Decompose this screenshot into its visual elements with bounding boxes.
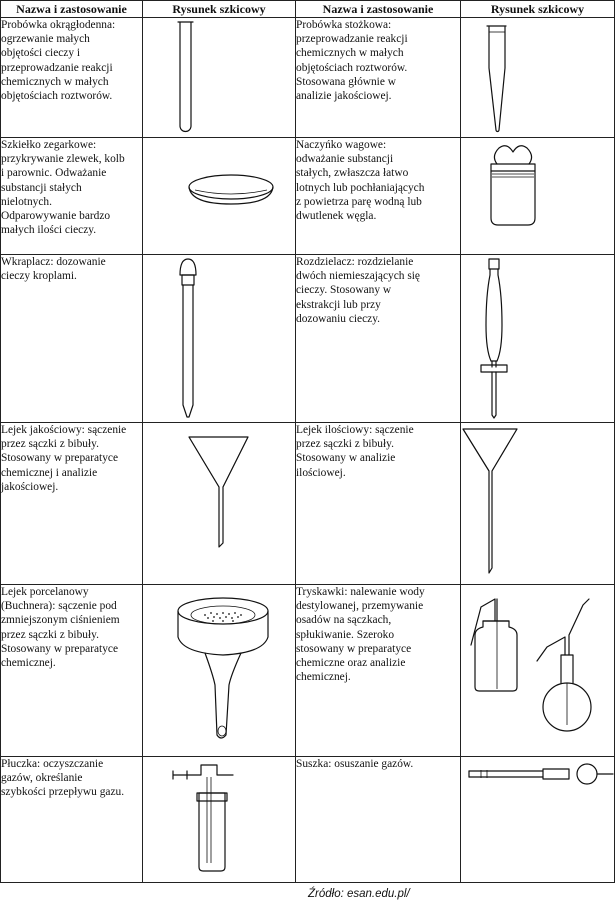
wash-bottles-drawing	[461, 585, 615, 757]
description-cell: Probówka okrągłodenna: ogrzewanie małych objętości cieczy i przeprowadzanie reakcji chemicznych w małych objętościach roztworów.	[1, 18, 143, 138]
description-cell: Lejek porcelanowy (Buchnera): sączenie pod zmniejszonym ciśnieniem przez sączki z bibuły. Stosowany w preparatyce chemicznej.	[1, 585, 143, 757]
table-row	[1, 585, 615, 757]
description-cell: Naczyńko wagowe: odważanie substancji stałych, zwłaszcza łatwo lotnych lub pochłaniających z powietrza parę wodną lub dwutlenek węgla.	[296, 138, 461, 255]
table-row	[1, 423, 615, 585]
gas-washing-bottle-drawing	[143, 757, 296, 883]
description-cell: Wkraplacz: dozowanie cieczy kroplami.	[1, 255, 143, 423]
header-sketch-right: Rysunek szkicowy	[461, 1, 615, 18]
table-row	[1, 757, 615, 883]
description-cell: Rozdzielacz: rozdzielanie dwóch niemieszających się cieczy. Stosowany w ekstrakcji lub przy dozowaniu cieczy.	[296, 255, 461, 423]
dropper-pipette-drawing	[143, 255, 296, 423]
description-cell: Suszka: osuszanie gazów.	[296, 757, 461, 883]
weighing-bottle-drawing	[461, 138, 615, 255]
qualitative-funnel-drawing	[143, 423, 296, 585]
description-cell: Lejek ilościowy: sączenie przez sączki z bibuły. Stosowany w analizie ilościowej.	[296, 423, 461, 585]
round-bottom-test-tube-drawing	[143, 18, 296, 138]
header-name-right: Nazwa i zastosowanie	[296, 1, 461, 18]
table-row	[1, 255, 615, 423]
header-row	[1, 1, 615, 18]
watch-glass-drawing	[143, 138, 296, 255]
description-cell: Płuczka: oczyszczanie gazów, określanie szybkości przepływu gazu.	[1, 757, 143, 883]
header-name-left: Nazwa i zastosowanie	[1, 1, 143, 18]
description-cell: Tryskawki: nalewanie wody destylowanej, przemywanie osadów na sączkach, spłukiwanie. Szeroko stosowany w preparatyce chemiczne oraz analizie chemicznej.	[296, 585, 461, 757]
quantitative-funnel-drawing	[461, 423, 615, 585]
header-sketch-left: Rysunek szkicowy	[143, 1, 296, 18]
separatory-funnel-drawing	[461, 255, 615, 423]
table-row	[1, 138, 615, 255]
description-cell: Szkiełko zegarkowe: przykrywanie zlewek, kolb i parownic. Odważanie substancji stałych nielotnych. Odparowywanie bardzo małych ilości cieczy.	[1, 138, 143, 255]
table-row	[1, 18, 615, 138]
conical-test-tube-drawing	[461, 18, 615, 138]
description-cell: Probówka stożkowa: przeprowadzanie reakcji chemicznych w małych objętościach roztworów. Stosowana głównie w analizie jakościowej.	[296, 18, 461, 138]
description-cell: Lejek jakościowy: sączenie przez sączki z bibuły. Stosowany w preparatyce chemicznej i analizie jakościowej.	[1, 423, 143, 585]
buchner-funnel-drawing	[143, 585, 296, 757]
source-caption: Źródło: esan.edu.pl/	[308, 888, 410, 900]
drying-tube-drawing	[461, 757, 615, 883]
